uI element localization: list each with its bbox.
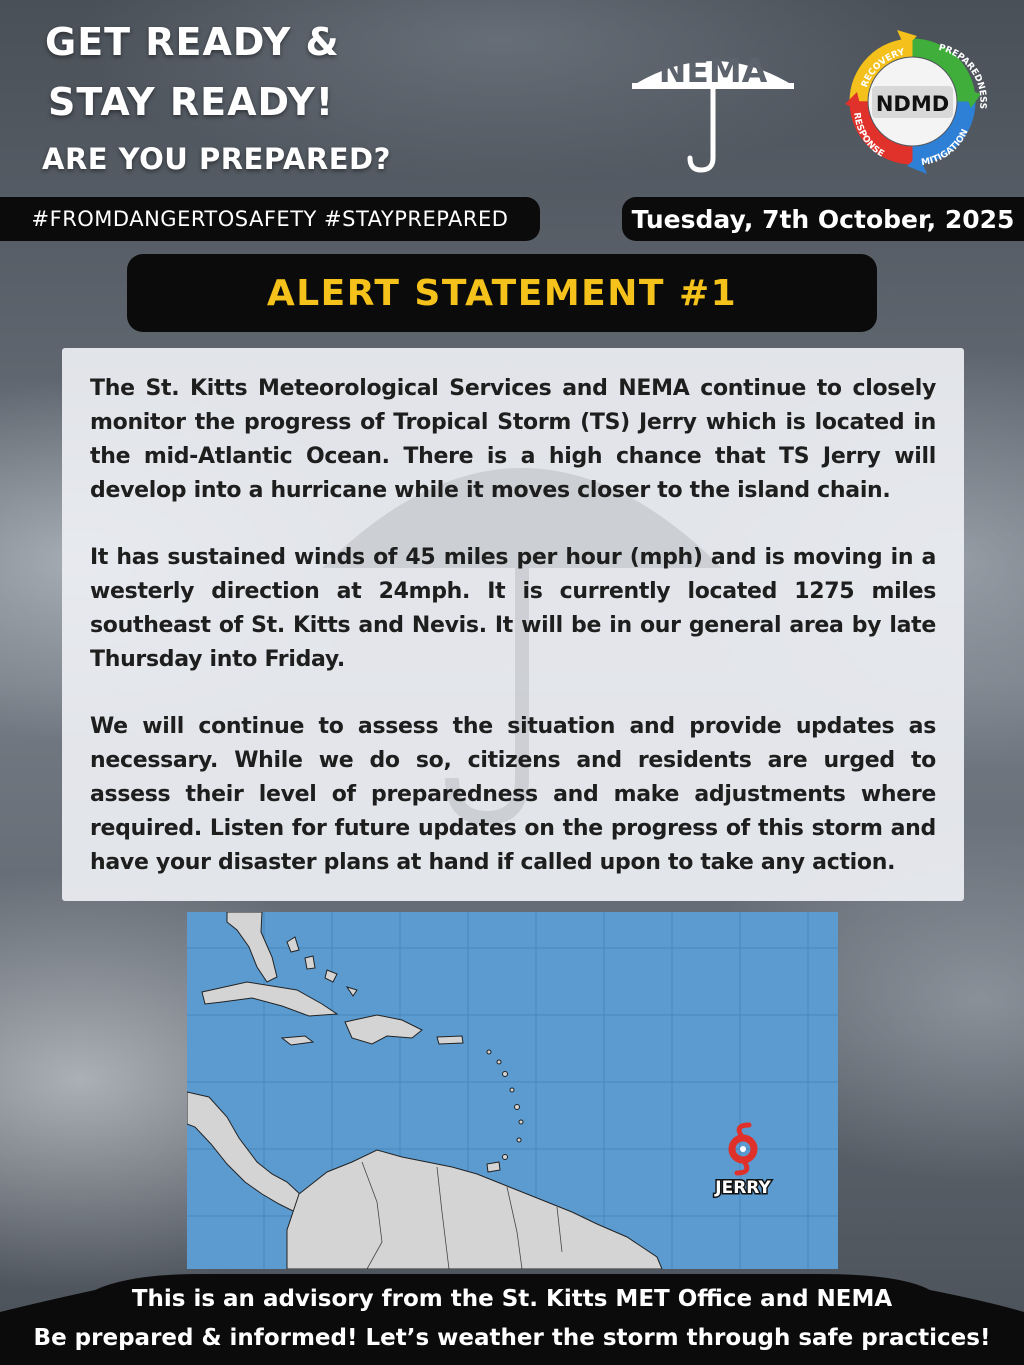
footer-slogan-text: Be prepared & informed! Let’s weather the storm through safe practices!: [33, 1325, 991, 1351]
ndmd-recovery-label: RECOVERY: [860, 47, 906, 89]
disaster-cycle-logo: [835, 24, 990, 179]
storm-label: JERRY: [715, 1178, 771, 1198]
statement-paragraph-2: It has sustained winds of 45 miles per hour (mph) and is moving in a westerly direction at 24mph. It is currently located 1275 miles southeast of St. Kitts and Nevis. It will be in our general area by late Thursday into Friday.: [90, 545, 936, 672]
ndmd-mitigation-label: MITIGATION: [920, 127, 971, 169]
footer-banner: [0, 1272, 1024, 1365]
date-text: Tuesday, 7th October, 2025: [631, 204, 1015, 234]
statement-paragraph-1: The St. Kitts Meteorological Services and NEMA continue to closely monitor the progress of Tropical Storm (TS) Jerry which is located in the mid-Atlantic Ocean. There is a high chance that TS Jerry will develop into a hurricane while it moves closer to the island chain.: [90, 376, 936, 503]
storm-location-map: [187, 912, 838, 1269]
nema-umbrella-logo: [628, 40, 798, 175]
statement-card: [62, 348, 964, 901]
hashtag-text: #FROMDANGERTOSAFETY #STAYPREPARED: [31, 207, 509, 231]
headline-get-ready: GET READY &: [45, 20, 340, 64]
ndmd-center-text: NDMD: [875, 92, 950, 116]
ndmd-response-label: RESPONSE: [851, 111, 886, 160]
headline-are-you-prepared: ARE YOU PREPARED?: [42, 142, 391, 176]
alert-statement-title: ALERT STATEMENT #1: [266, 272, 738, 314]
date-banner: [622, 197, 1024, 241]
footer-advisory-text: This is an advisory from the St. Kitts MET Office and NEMA: [131, 1286, 893, 1312]
statement-paragraph-3: We will continue to assess the situation and provide updates as necessary. While we do so, citizens and residents are urged to assess their level of preparedness and make adjustments where required. Listen for future updates on the progress of this storm and have your disaster plans at hand if called upon to take any action.: [90, 714, 936, 875]
headline-stay-ready: STAY READY!: [48, 80, 335, 124]
ndmd-preparedness-label: PREPAREDNESS: [937, 43, 988, 110]
nema-logo-text: NEMA: [658, 51, 768, 90]
hashtag-banner: [0, 197, 540, 241]
alert-statement-banner: [127, 254, 877, 332]
